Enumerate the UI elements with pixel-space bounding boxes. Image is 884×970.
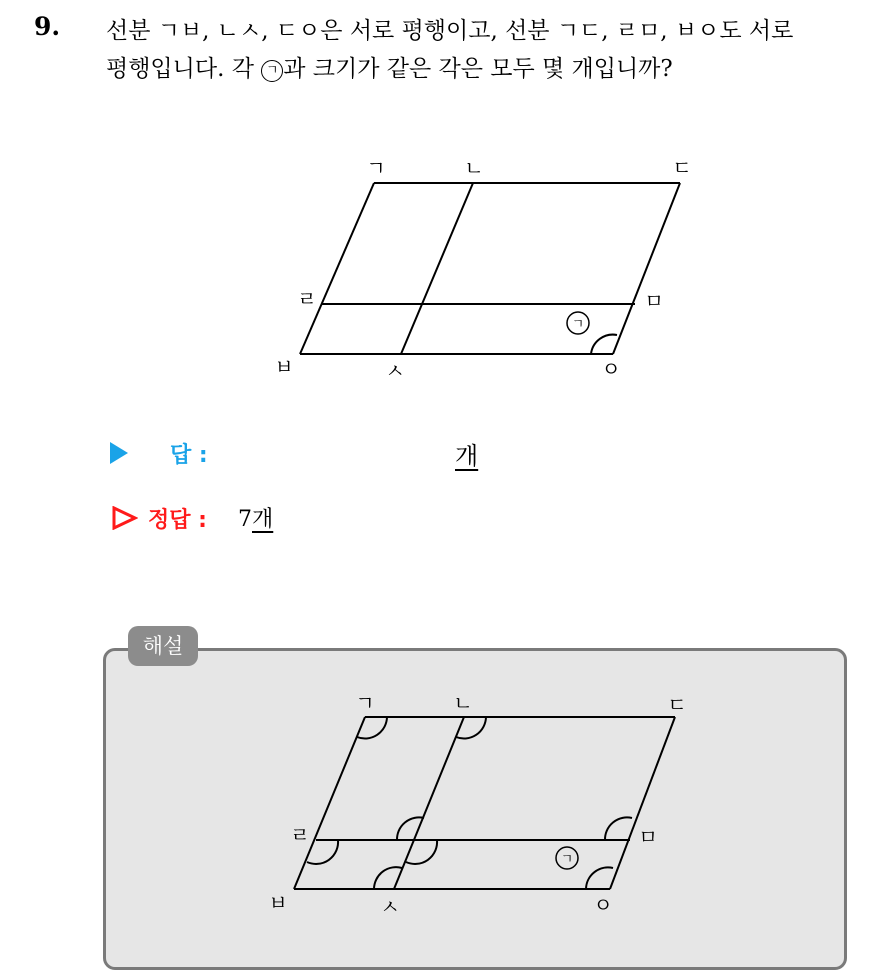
- circled-angle-symbol: ㄱ: [261, 60, 283, 82]
- answer-unit: 개: [455, 442, 479, 470]
- angle-marker-label: ㄱ: [571, 317, 585, 332]
- explanation-tab: 해설: [128, 626, 198, 666]
- label-r: ㄹ: [297, 287, 317, 311]
- question-line-2: 평행입니다. 각 ㄱ 과 크기가 같은 각은 모두 몇 개입니까?: [106, 56, 673, 82]
- exp-label-d: ㄷ: [667, 693, 687, 717]
- label-b: ㅂ: [274, 355, 294, 379]
- arc-r-mid: [397, 817, 424, 840]
- exp-label-r: ㄹ: [290, 823, 310, 847]
- arc-mid-below: [406, 840, 437, 864]
- arc-m: [605, 817, 632, 840]
- exp-label-b: ㅂ: [268, 891, 288, 915]
- question-number: 9.: [34, 12, 61, 41]
- arc-o: [586, 867, 613, 889]
- correct-answer-value: 7개: [238, 507, 274, 532]
- label-g: ㄱ: [366, 156, 386, 180]
- explanation-angle-marker-label: ㄱ: [560, 852, 574, 867]
- explanation-figure-lines: [294, 717, 675, 889]
- exp-label-m: ㅁ: [638, 825, 658, 849]
- label-m: ㅁ: [644, 289, 664, 313]
- exp-label-g: ㄱ: [355, 691, 375, 715]
- label-n: ㄴ: [464, 156, 484, 180]
- label-d: ㄷ: [672, 156, 692, 180]
- label-o: ㅇ: [601, 357, 621, 381]
- exp-label-s: ㅅ: [380, 895, 400, 919]
- exp-label-o: ㅇ: [593, 893, 613, 917]
- answer-label: 답 :: [170, 443, 208, 468]
- label-s: ㅅ: [385, 359, 405, 383]
- correct-answer-label: 정답 :: [148, 508, 207, 533]
- correct-answer-unit: 개: [252, 507, 274, 532]
- exp-label-n: ㄴ: [453, 691, 473, 715]
- question-line-1: 선분 ㄱㅂ, ㄴㅅ, ㄷㅇ은 서로 평행이고, 선분 ㄱㄷ, ㄹㅁ, ㅂㅇ도 서로: [106, 18, 794, 44]
